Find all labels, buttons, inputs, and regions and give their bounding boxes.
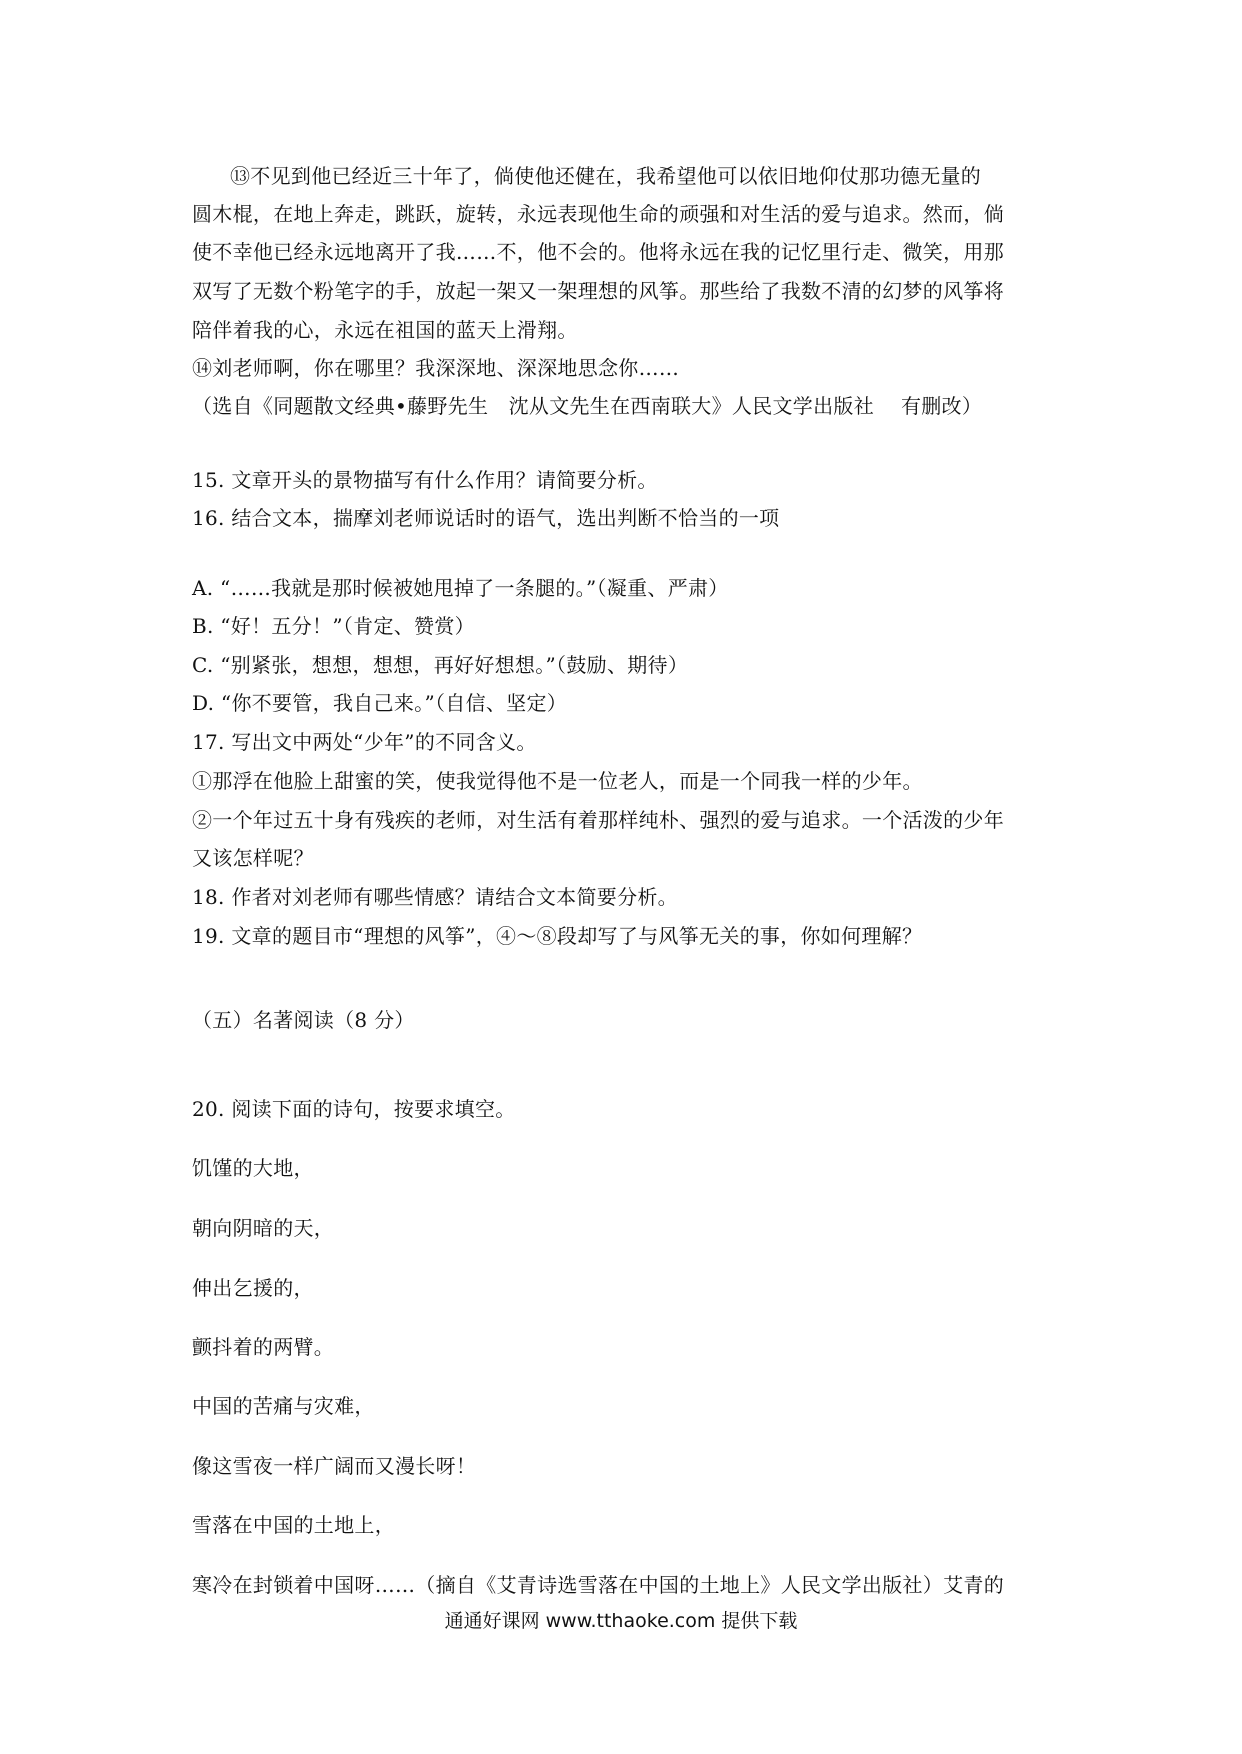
question-17-item-2: ②一个年过五十身有残疾的老师，对生活有着那样纯朴、强烈的爱与追求。一个活泼的少年 <box>192 808 1004 832</box>
question-16-option-c: C. “别紧张，想想，想想，再好好想想。”（鼓励、期待） <box>192 653 689 677</box>
section-5-heading: （五）名著阅读（8 分） <box>192 1008 415 1032</box>
poem-line-1: 饥馑的大地， <box>192 1156 314 1180</box>
question-18: 18. 作者对刘老师有哪些情感？请结合文本简要分析。 <box>192 885 678 909</box>
question-16-option-b: B. “好！五分！”（肯定、赞赏） <box>192 614 475 638</box>
passage-source: （选自《同题散文经典•藤野先生 沈从文先生在西南联大》人民文学出版社 有删改） <box>192 394 983 418</box>
passage-p13-line-5: 陪伴着我的心，永远在祖国的蓝天上滑翔。 <box>192 318 578 342</box>
passage-p13-line-4: 双写了无数个粉笔字的手，放起一架又一架理想的风筝。那些给了我数不清的幻梦的风筝将 <box>192 279 1004 303</box>
question-19: 19. 文章的题目市“理想的风筝”，④～⑧段却写了与风筝无关的事，你如何理解？ <box>192 924 923 948</box>
question-16-option-a: A. “……我就是那时候被她甩掉了一条腿的。”（凝重、严肃） <box>192 576 729 600</box>
poem-line-5: 中国的苦痛与灾难， <box>192 1394 375 1418</box>
poem-line-7: 雪落在中国的土地上， <box>192 1513 395 1537</box>
poem-line-4: 颤抖着的两臂。 <box>192 1335 335 1359</box>
passage-p13-line-3: 使不幸他已经永远地离开了我……不，他不会的。他将永远在我的记忆里行走、微笑，用那 <box>192 240 1004 264</box>
poem-line-3: 伸出乞援的， <box>192 1276 314 1300</box>
question-17: 17. 写出文中两处“少年”的不同含义。 <box>192 730 537 754</box>
question-17-item-1: ①那浮在他脸上甜蜜的笑，使我觉得他不是一位老人，而是一个同我一样的少年。 <box>192 769 923 793</box>
page-footer: 通通好课网 www.tthaoke.com 提供下载 <box>444 1610 798 1632</box>
question-15: 15. 文章开头的景物描写有什么作用？请简要分析。 <box>192 468 658 492</box>
poem-line-6: 像这雪夜一样广阔而又漫长呀！ <box>192 1454 477 1478</box>
passage-p14: ⑭刘老师啊，你在哪里？我深深地、深深地思念你…… <box>192 356 680 380</box>
poem-line-2: 朝向阴暗的天， <box>192 1216 335 1240</box>
question-16: 16. 结合文本，揣摩刘老师说话时的语气，选出判断不恰当的一项 <box>192 506 780 530</box>
passage-p13-line-1: ⑬不见到他已经近三十年了，倘使他还健在，我希望他可以依旧地仰仗那功德无量的 <box>230 164 982 188</box>
poem-line-8: 寒冷在封锁着中国呀……（摘自《艾青诗选雪落在中国的土地上》人民文学出版社）艾青的 <box>192 1573 1004 1597</box>
question-17-item-2-cont: 又该怎样呢？ <box>192 846 314 870</box>
passage-p13-line-2: 圆木棍，在地上奔走，跳跃，旋转，永远表现他生命的顽强和对生活的爱与追求。然而，倘 <box>192 202 1004 226</box>
question-16-option-d: D. “你不要管，我自己来。”（自信、坚定） <box>192 691 568 715</box>
question-20: 20. 阅读下面的诗句，按要求填空。 <box>192 1097 516 1121</box>
